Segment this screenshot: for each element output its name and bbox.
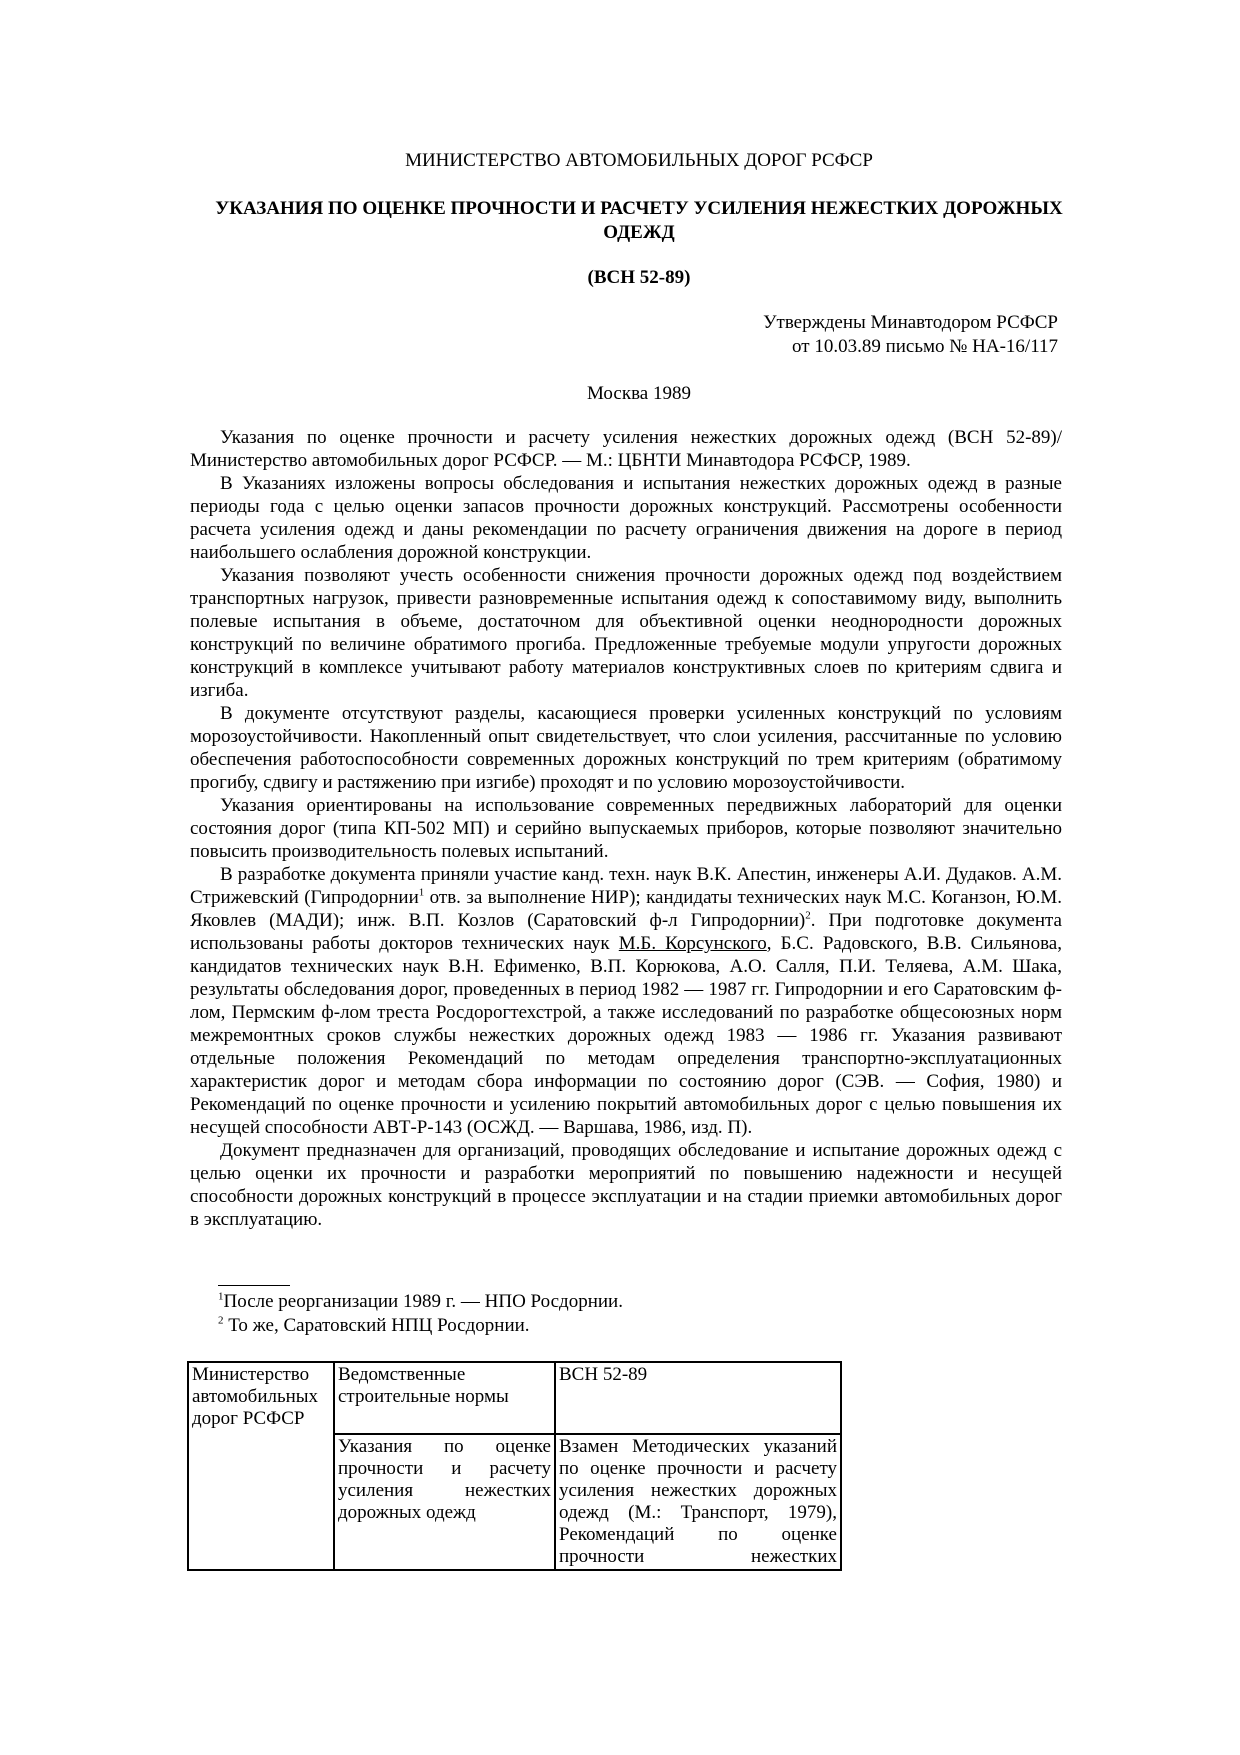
org-cell: Министерство автомобильных дорог РСФСР [188,1362,334,1570]
paragraph-7: Документ предназначен для организаций, проводящих обследование и испытание дорожных одежд с целью оценки их прочности и разработки мероприятий по повышению надежности и несущей способности дорожных конструкций в процессе эксплуатации и на стадии приемки автомобильных дорог в эксплуатацию. [190,1140,1062,1230]
replaces-cell: Взамен Методических указаний по оценке прочности и расчету усиления нежестких дорожных одежд (М.: Транспорт, 1979), Рекомендаций по оценке прочности нежестких [555,1434,841,1570]
footnote-2-mark: 2 [218,1314,224,1327]
author-link[interactable]: М.Б. Корсунского [618,933,767,954]
body-text [190,426,1062,1231]
document-code: (ВСН 52-89) [587,267,691,288]
paragraph-4: В документе отсутствуют разделы, касающиеся проверки усиленных конструкций по условиям морозоустойчивости. Накопленный опыт свидетельствует, что слои усиления, рассчитанные по условию обеспечения работоспособности современных дорожных конструкций по трем критериям (обратимому прогибу, сдвигу и растяжению при изгибе) проходят и по условию морозоустойчивости. [190,703,1062,793]
paragraph-6-part-c: . При подготовке документа использованы работы докторов технических наук [190,910,1062,954]
footnote-ref-1[interactable]: 1 [418,886,425,899]
city-year: Москва 1989 [587,383,691,404]
footnote-2-text: То же, Саратовский НПЦ Росдорнии. [223,1315,530,1336]
document-title: УКАЗАНИЯ ПО ОЦЕНКЕ ПРОЧНОСТИ И РАСЧЕТУ УСИЛЕНИЯ НЕЖЕСТКИХ ДОРОЖНЫХ ОДЕЖД [215,198,1063,243]
footnote-1 [218,1291,623,1313]
table-row [188,1362,841,1434]
paragraph-6-part-a: В разработке документа приняли участие канд. техн. наук В.К. Апестин, инженеры А.И. Дудаков. А.М. Стрижевский (Гипродорнии [190,864,1062,908]
paragraph-6-part-b: отв. за выполнение НИР); кандидаты технических наук М.С. Коганзон, Ю.М. Яковлев (МАДИ); инж. В.П. Козлов (Саратовский ф-л Гипродорнии) [190,887,1063,931]
document-info-table [187,1361,842,1571]
footnote-1-mark: 1 [218,1290,224,1303]
paragraph-3: Указания позволяют учесть особенности снижения прочности дорожных одежд под воздействием транспортных нагрузок, привести разновременные испытания одежд к сопоставимому виду, выполнить полевые испытания в объеме, достаточном для объективной оценки неоднородности дорожных конструкций по величине обратимого прогиба. Предложенные требуемые модули упругости дорожных конструкций в комплексе учитывают работу материалов конструктивных слоев по критериям сдвига и изгиба. [190,565,1062,701]
doc-title-cell: Указания по оценке прочности и расчету усиления нежестких дорожных одежд [334,1434,555,1570]
norms-cell: Ведомственные строительные нормы [334,1362,555,1434]
code-cell: ВСН 52-89 [555,1362,841,1434]
approval-line-1: Утверждены Минавтодором РСФСР [763,312,1058,333]
paragraph-2: В Указаниях изложены вопросы обследования и испытания нежестких дорожных одежд в разные периоды года с целью оценки запасов прочности дорожных конструкций. Рассмотрены особенности расчета усиления одежд и даны рекомендации по расчету ограничения движения на дороге в период наибольшего ослабления дорожной конструкции. [190,473,1062,563]
paragraph-1: Указания по оценке прочности и расчету усиления нежестких дорожных одежд (ВСН 52-89)/ Министерство автомобильных дорог РСФСР. — М.: ЦБНТИ Минавтодора РСФСР, 1989. [190,427,1062,471]
paragraph-6-part-d: , Б.С. Радовского, В.В. Сильянова, кандидатов технических наук В.Н. Ефименко, В.П. Корюкова, А.О. Салля, П.И. Теляева, А.М. Шака, результаты обследования дорог, проведенных в период 1982 — 1987 гг. Гипродорнии и его Саратовским ф-лом, Пермским ф-лом треста Росдорогтехстрой, а также исследований по разработке общесоюзных норм межремонтных сроков службы нежестких дорожных одежд 1983 — 1986 гг. Указания развивают отдельные положения Рекомендаций по методам определения транспортно-эксплуатационных характеристик дорог и методам сбора информации по состоянию дорог (СЭВ. — София, 1980) и Рекомендаций по оценке прочности и усилению покрытий автомобильных дорог с целью повышения их несущей способности АВТ-Р-143 (ОСЖД. — Варшава, 1986, изд. П). [190,933,1062,1138]
footnote-ref-2[interactable]: 2 [805,909,811,922]
paragraph-5: Указания ориентированы на использование современных передвижных лабораторий для оценки состояния дорог (типа КП-502 МП) и серийно выпускаемых приборов, которые позволяют значительно повысить производительность полевых испытаний. [190,795,1062,862]
approval-block [763,311,1058,359]
approval-line-2: от 10.03.89 письмо № НА-16/117 [792,336,1058,357]
footnote-separator [218,1285,290,1286]
footnote-1-text: После реорганизации 1989 г. — НПО Росдорнии. [223,1291,623,1312]
footnote-2 [218,1315,530,1337]
paragraph-6 [190,863,1062,1139]
ministry-heading: МИНИСТЕРСТВО АВТОМОБИЛЬНЫХ ДОРОГ РСФСР [405,150,873,171]
